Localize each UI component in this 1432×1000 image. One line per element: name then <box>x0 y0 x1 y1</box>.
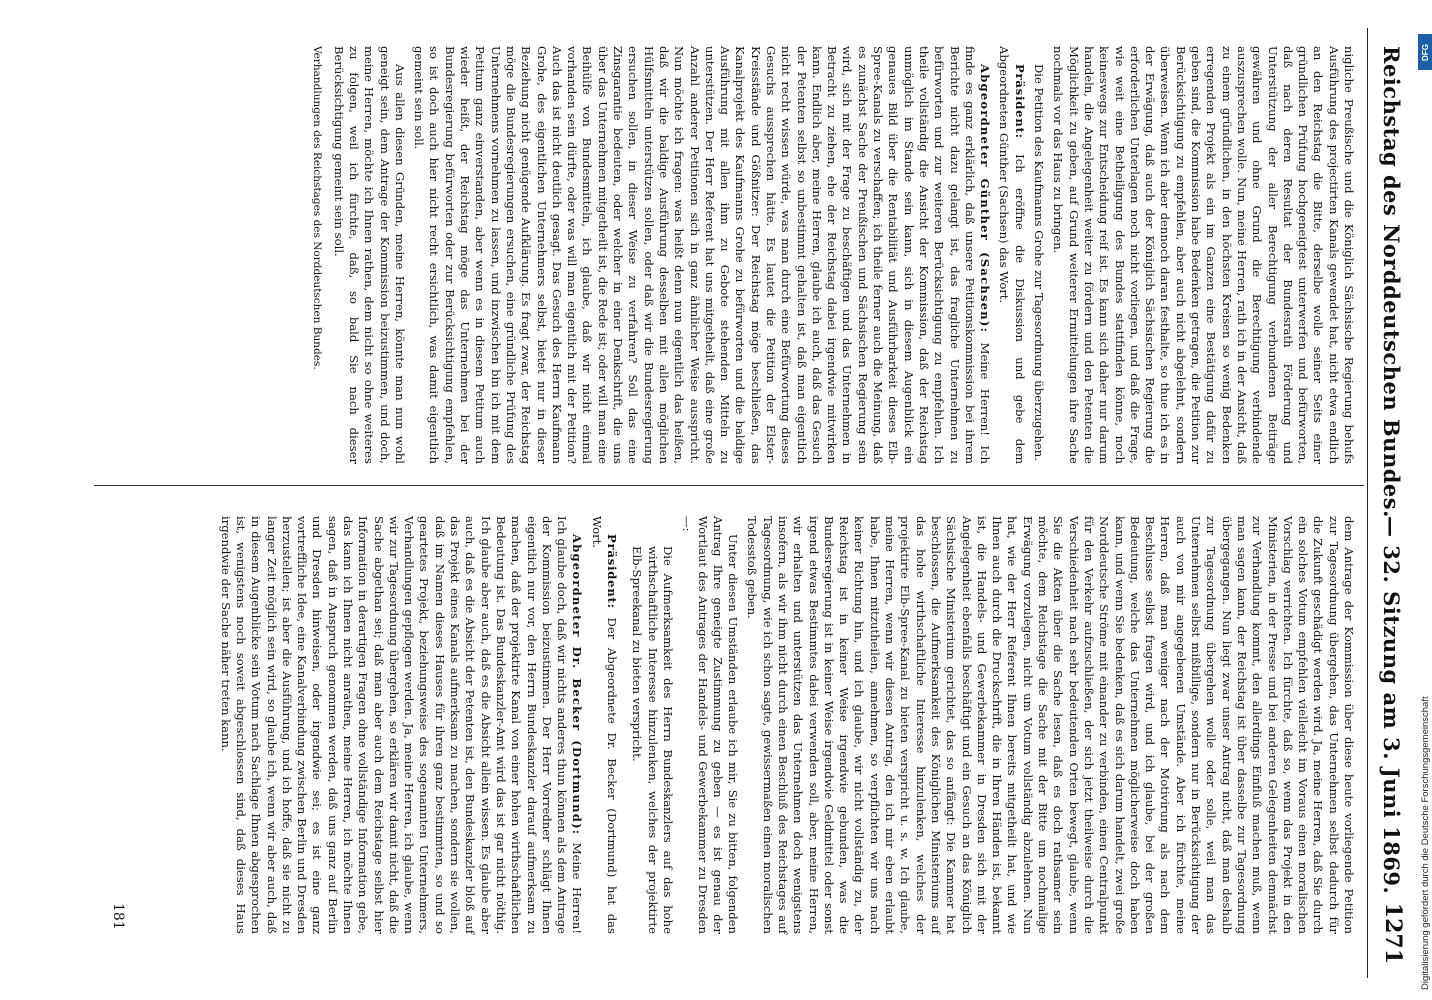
page-title: Reichstag des Norddeutschen Bundes. <box>1379 46 1404 518</box>
speaker-label: Präsident: <box>605 534 620 609</box>
speaker-label: Abgeordneter Günther (Sachsen): <box>978 64 993 334</box>
speaker-label: Präsident: <box>1012 64 1027 139</box>
scanned-page <box>36 28 1416 978</box>
speech-text: Der Abgeordnete Dr. Becker (Dortmund) hat das Wort. <box>589 516 620 934</box>
speech-text: Ich eröffne die Diskussion und gebe dem Abgeordneten Günther (Sachsen) das Wort. <box>997 46 1027 465</box>
motion-text: Die Aufmerksamkeit des Herrn Bundeskanzlers auf das hohe wirthschaftliche Interesse hinzulenken, welches der projektirte Elb-Spreekanal zu bieten verspricht. <box>630 546 675 934</box>
right-column <box>213 516 1356 934</box>
speech-paragraph <box>996 46 1027 464</box>
speech-paragraph <box>588 516 619 934</box>
speech-paragraph <box>217 516 584 934</box>
page-header <box>1367 28 1416 978</box>
paragraph: dem Antrage der Kommission über diese heute vorliegende Petition zur Tagesordnung übergehen, das Unternehmen selbst dadurch für die Zukunft geschädigt werden wird. Ja, meine Herren, daß Sie durch ein solches Votum empfehlen vielleicht im Voraus einen moralischen Vorschlag verrichten. Ich fürchte, daß so, wenn das Projekt in den Ministerien, in der Presse und bei anderen Gelegenheiten demnächst zur Verhandlung kommt, den allerdings Einfluß machen muß, wenn man sagen kann, der Reichstag ist über dasselbe zur Tagesordnung übergegangen. Nun liegt zwar unser Antrag nicht, daß man deshalb zur Tagesordnung übergehen wolle oder solle, weil man das Unternehmen selbst mißbillige, sondern nur in Berücksichtigung der auch von mir angegebenen Umstände. Aber ich fürchte, meine Herren, daß man weniger nach der Motivirung als nach dem Beschlusse selbst fragen wird, und ich glaube, bei der großen Bedeutung, welche das Unternehmen möglicherweise doch haben kann, und wenn Sie bedenken, daß es sich darum handelt, zwei große Norddeutsche Ströme mit einander zu verbinden, einen Centralpunkt für den Verkehr aufzuschließen, der sich jetzt theilweise durch die Verschiedenheit nach sehr bedeutenden Orten bewegt, glaube, wenn Sie die Akten über die Sache lesen, daß es doch rathsamer sein möchte, dem Reichstage die Sache mit der Bitte um nochmalige Erwägung vorzulegen, nicht um Votum vollständig abzulehnen. Nun hat, wie der Herr Referent Ihnen bereits mitgetheilt hat, und wie Ihnen auch durch die Druckschrift, die in Ihren Händen ist, bekannt ist, die Handels- und Gewerbekammer in Dresden sich mit der Angelegenheit ebenfalls beschäftigt und ein Gesuch an das Königlich Sächsische Ministerium gerichtet, das so anfängt: Die Kammer hat beschlossen, die Aufmerksamkeit des Königlichen Ministeriums auf das hohe wirthschaftliche Interesse hinzulenken, welches der projektirte Elb-Spree-Kanal zu bieten verspricht u. s. w. Ich glaube, meine Herren, wenn wir diesen Antrag, den ich mir eben erlaubt habe, Ihnen mitzutheilen, annehmen, so verpflichten wir uns nach keiner Richtung hin, und ich glaube, wir nicht vollständig zu, der Reichstag ist in keiner Weise irgendwie gebunden, was die Bundesregierung ist in keiner Weise irgendwie Geldmittel oder sonst irgend etwas Bestimmtes dabei verwenden soll, aber, meine Herren, wir erhalten und unterstützen das Unternehmen doch wenigstens insofern, als wir ihm nicht durch einen Beschluß des Reichstages auf Tagesordnung, wie ich schon sagte, gewissermaßen einen moralischen Todesstoß geben. <box>745 516 1356 934</box>
paragraph: Unter diesen Umständen erlaube ich mir, Sie zu bitten, folgenden Antrag Ihre geneigte Zustimmung zu geben — es ist genau der Wortlaut des Antrages der Handels- und Gewerbekammer zu Dresden —: <box>680 516 741 934</box>
paragraph: Die Petition des Kaufmanns Grohe zur Tagesordnung überzugehen. <box>1032 64 1047 461</box>
speech-paragraph <box>411 46 992 464</box>
session-title: — 32. Sitzung am 3. Juni 1869. <box>1379 516 1404 895</box>
dfg-logo: DFG <box>1418 34 1432 70</box>
signature-number: 181 <box>110 903 126 930</box>
speaker-label: Abgeordneter Dr. Becker (Dortmund): <box>570 534 585 836</box>
paragraph: Aus allen diesen Gründen, meine Herren, könnte man nun wohl geneigt sein, dem Antrage der Kommission beizustimmen, und doch, meine Herren, möchte ich Ihnen rathen, dem nicht so ohne weiteres zu folgen, weil ich fürchte, daß, so bald Sie nach dieser Berücksichtigung gemeint sein soll. <box>331 46 407 464</box>
funding-note: Digitalisierung gefördert durch die Deutsche Forschungsgemeinschaft <box>1420 696 1431 990</box>
page-number: 1271 <box>1380 902 1406 964</box>
speech-text: Meine Herren! Ich glaube doch, daß wir nichts anderes thun können als dem Antrage der Kommission beizustimmen. Der Herr Vorredner schlägt Ihnen eigentlich nur vor, den Herrn Bundeskanzler darauf aufmerksam zu machen, daß der projektirte Kanal von einer hohen wirthschaftlichen Bedeutung ist. Das Bundeskanzler-Amt wird das ist gar nicht nöthig. Ich glaube aber auch, daß es die Absicht allein wissen. Es glaube aber auch, daß es die Absicht der Petenten ist, den Bundeskanzler bloß auf das Projekt eines Kanals aufmerksam zu machen, sondern sie wollen, daß im Namen dieses Hauses für ihren ganz bestimmten, so und so geartetes Projekt, beziehungsweise des sogenannten Unternehmers, Verhandlungen gepflogen werden. Ja, meine Herren, ich glaube, wenn wir zur Tagesordnung übergehen, so erklären wir damit nicht, daß die Sache abgethan sei; daß man aber auch dem Reichstage selbst hier Information in derartigen Fragen ohne vollständige Information gebe, das kann ich Ihnen nicht anrathen, meine Herren, ich möchte Ihnen sagen, daß in Anspruch genommen werden, daß uns ganz auf Berlin und Dresden hinweisen, oder irgendwie sei; es ist eine ganz vortreffliche Idee, eine Kanalverbindung zwischen Berlin und Dresden herzustellen; ist aber die Ausführung, und ich hoffe, daß sie nicht zu langer Zeit möglich sein wird, so glaube ich, wenn wir aber auch, daß in diesem Augenblicke sein Votum nach Sachlage Ihnen abgesprochen ist, wenigstens noch soweit abgeschlossen sind, daß dieses Haus irgendwie der Sache näher treten kann. <box>218 516 585 934</box>
left-column <box>305 46 1356 464</box>
footer-note: Verhandlungen des Reichstages des Norddeutschen Bundes. <box>311 46 324 370</box>
paragraph: nigliche Preußische und die Königlich Sächsische Regierung behufs Ausführung des projectirten Kanals gewendet hat, nicht etwa endlich an den Reichstag die Bitte, derselbe wolle seiner Seits einer gründlichen Prüfung hochgeneigtest unterwerfen und befürworten, daß nach deren Resultat der Bundesrath Förderung und Unterstützung der aller Berechtigung verbundenen Beiträge gewähren und ohne Grund die Berechtigung verbindende auszusprechen wolle. Nun, meine Herren, rath ich in der Ansicht, daß zu einem gründlichen, in den höchsten Kreisen so wenig Bedenken erregenden Projekt als ein im Ganzen eine Bestätigung dafür zu geben sind, die Kommission habe Bedenken getragen, die Petition zur Berücksichtigung zu empfehlen, aber auch nicht abgelehnt, sondern überweisen. Wenn ich aber dennoch daran festhalte, so thue ich es in der Erwägung, daß auch der Königlich Sächsischen Regierung die erforderlichen Unterlagen noch nicht vorliegen, und daß die Frage, wie weit eine Betheiligung des Bundes stattfinden könne, noch keineswegs zur Entscheidung reif ist. Es kann sich daher nur darum handeln, die Angelegenheit weiter zu fördern und den Petenten die Möglichkeit zu geben, auf Grund weiterer Ermittelungen ihre Sache nochmals vor das Haus zu bringen. <box>1051 46 1356 464</box>
column-divider <box>94 485 1364 486</box>
speech-text: Meine Herren! Ich finde es ganz erklärlich, daß unsere Petitionskommission bei ihrem Berichte nicht dazu gelangt ist, das fragliche Unternehmen zu befürworten und zur weiteren Berücksichtigung zu empfehlen. Ich theile vollständig die Ansicht der Kommission, daß der Reichstag unmöglich im Stande sein kann, sich in diesem Augenblick ein genaues Bild über die Rentabilität und Ausführbarkeit dieses Elb-Spree-Kanals zu verschaffen; ich theile ferner auch die Meinung, daß es zunächst Sache der Preußischen und Sächsischen Regierung sein wird, sich mit der Frage zu beschäftigen und das Unternehmen in Betracht zu ziehen, ehe der Reichstag dabei irgendwie mitwirken kann. Endlich aber, meine Herren, glaube ich auch, daß das Gesuch der Petenten selbst so unbestimmt gehalten ist, daß man eigentlich nicht recht wissen würde, was man durch eine Befürwortung dieses Gesuchs aussprechen hätte. Es lautet die Petition der Elster-Kreisstände und Gößnitzer: Der Reichstag möge beschließen, das Kanalprojekt des Kaufmanns Grohe zu befürworten und die baldige Ausführung mit allen ihm zu Gebote stehenden Mitteln zu unterstützen. Der Herr Referent hat uns mitgetheilt, daß eine große Anzahl anderer Petitionen sich in ganz ähnlicher Weise ausspricht. Nun möchte ich fragen: was heißt denn nun eigentlich das heißen, daß wir die baldige Ausführung desselben mit allen möglichen Hülfsmitteln unterstützen sollen, oder daß wir die Bundesregierung ersuchen sollen, in dieser Weise zu verfahren? Soll das eine Zinsgarantie bedeuten, oder welcher in einer Denkschrift, die uns über das Unternehmen mitgetheilt ist, die Rede ist; oder will man eine Beihülfe von Bundesmitteln, ich glaube, daß wir nicht einmal vorhanden sein dürfte, oder was will man eigentlich mit der Petition? Auch das ist nicht deutlich gesagt. Das Gesuch des Herrn Kaufmann Grohe, des eigentlichen Unternehmers selbst, bietet nur in dieser Beziehung nicht genügende Aufklärung. Es fragt zwar, der Reichstag möge die Bundesregierungen ersuchen, eine gründliche Prüfung des Unternehmens vornehmen zu lassen, und inzwischen bin ich mit dem Petitum ganz einverstanden, aber wenn es in diesem Petitum auch wieder heißt, der Reichstag möge das Unternehmen bei der Bundesregierung befürworten oder zur Berücksichtigung empfehlen, so ist doch auch hier nicht recht ersichtlich, was damit eigentlich gemeint sein soll. <box>412 46 993 464</box>
